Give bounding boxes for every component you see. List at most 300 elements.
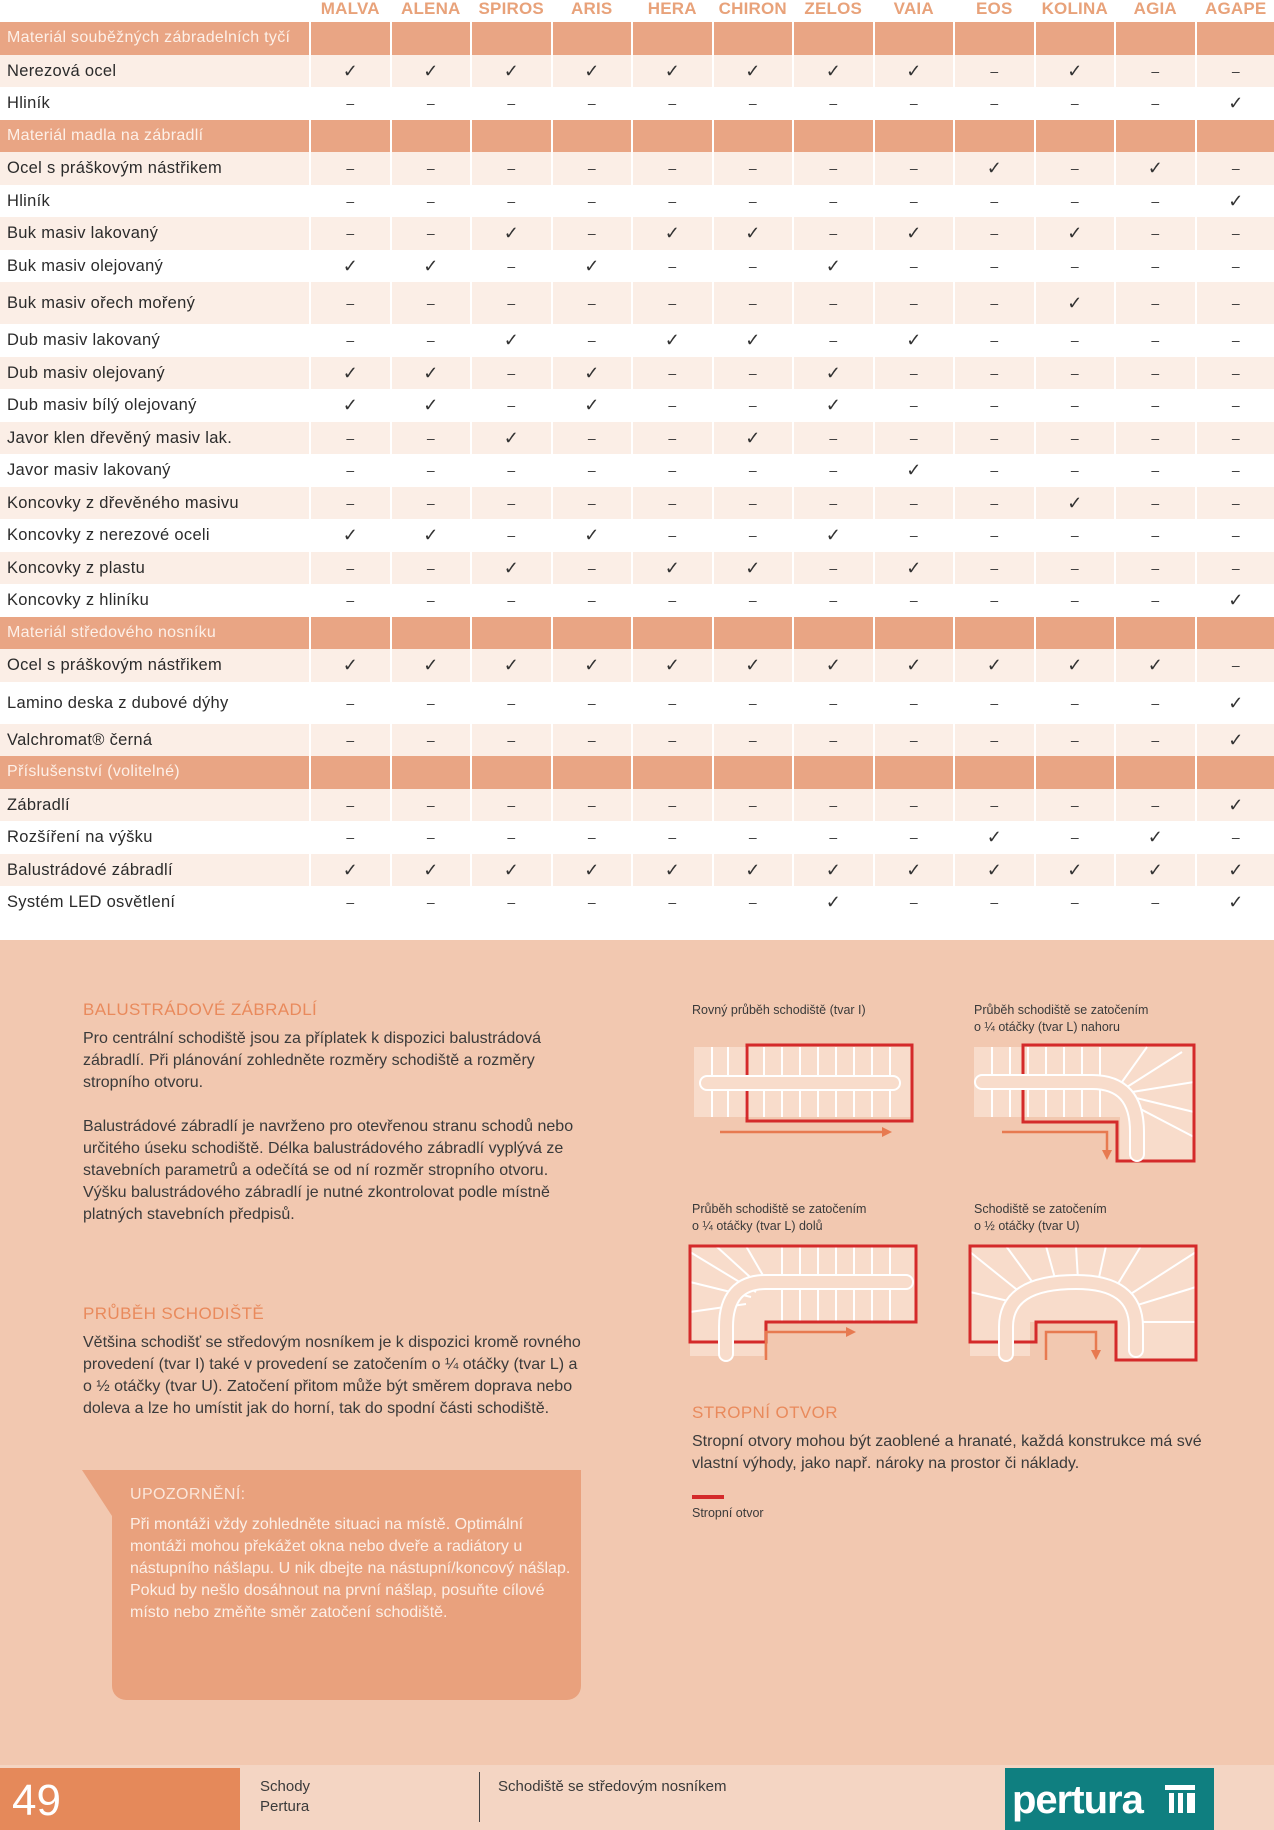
dash-mark: –	[668, 397, 677, 413]
row-label: Koncovky z hliníku	[7, 591, 150, 609]
balustrade-paragraph-2: Balustrádové zábradlí je navrženo pro otevřenou stranu schodů nebo určitého úseku schodiště. Délka balustrádového zábradlí vyplývá ze stavebních parametrů a odečítá se od ní rozměr stropního otvoru. Výšku balustrádového zábradlí je nutné zkontrolovat podle místně platných stavebních předpisů.	[83, 1118, 574, 1223]
dash-mark: –	[748, 527, 757, 543]
page-number: 49	[12, 1776, 61, 1825]
dash-mark: –	[668, 527, 677, 543]
dash-mark: –	[587, 295, 596, 311]
dash-mark: –	[990, 462, 999, 478]
column-divider	[390, 22, 392, 919]
dash-mark: –	[587, 796, 596, 813]
dash-mark: –	[1151, 257, 1160, 274]
check-icon: ✓	[503, 655, 519, 675]
dash-mark: –	[1151, 527, 1160, 543]
row-label: Lamino deska z dubové dýhy	[7, 693, 229, 712]
column-header-agia: AGIA	[1133, 0, 1177, 18]
check-icon: ✓	[423, 362, 439, 383]
check-icon: ✓	[906, 655, 922, 675]
dash-mark: –	[507, 364, 516, 381]
dash-mark: –	[748, 295, 757, 311]
check-icon: ✓	[342, 362, 358, 383]
check-icon: ✓	[503, 427, 519, 448]
column-header-eos: EOS	[975, 0, 1013, 18]
check-icon: ✓	[503, 60, 519, 81]
dash-mark: –	[346, 225, 355, 241]
dash-mark: –	[748, 592, 757, 608]
footer-chapter: Schodiště se středovým nosníkem	[498, 1778, 727, 1795]
row-label: Dub masiv lakovaný	[7, 331, 161, 349]
dash-mark: –	[426, 192, 435, 209]
dash-mark: –	[1070, 364, 1079, 381]
check-icon: ✓	[423, 60, 439, 81]
row-label: Zábradlí	[7, 795, 70, 814]
warning-text: Při montáži vždy zohledněte situaci na místě. Optimální montáži mohou překážet okna nebo dveře a radiátory u nástupního nášlapu. U nik dbejte na nástupní/koncový nášlap. Pokud by nešlo dosáhnout na první nášlap, posuňte cílové místo nebo změňte směr zatočení schodiště.	[130, 1516, 571, 1621]
column-header-kolina: KOLINA	[1041, 0, 1108, 18]
check-icon: ✓	[503, 557, 519, 578]
dash-mark: –	[346, 95, 355, 111]
dash-mark: –	[426, 796, 435, 813]
dash-mark: –	[426, 295, 435, 311]
row-label: Buk masiv lakovaný	[7, 224, 159, 242]
dash-mark: –	[426, 731, 435, 748]
dash-mark: –	[587, 694, 596, 711]
dash-mark: –	[668, 796, 677, 813]
check-icon: ✓	[1147, 859, 1163, 880]
dash-mark: –	[748, 397, 757, 413]
dash-mark: –	[1231, 160, 1240, 176]
dash-mark: –	[748, 894, 757, 910]
dash-mark: –	[909, 429, 918, 446]
check-icon: ✓	[1147, 158, 1163, 178]
check-icon: ✓	[423, 525, 439, 545]
check-icon: ✓	[825, 892, 841, 912]
dash-mark: –	[1231, 527, 1240, 543]
check-icon: ✓	[584, 60, 600, 81]
dash-mark: –	[909, 95, 918, 111]
dash-mark: –	[1070, 95, 1079, 111]
dash-mark: –	[829, 160, 838, 176]
dash-mark: –	[829, 796, 838, 813]
row-label: Rozšíření na výšku	[7, 828, 153, 846]
straight-stair-diagram	[692, 1042, 922, 1144]
dash-mark: –	[829, 559, 838, 576]
check-icon: ✓	[906, 223, 922, 243]
table-row	[0, 55, 1274, 88]
footer-line-1: Schody	[260, 1778, 311, 1795]
table-row	[0, 87, 1274, 120]
dash-mark: –	[426, 559, 435, 576]
dash-mark: –	[990, 796, 999, 813]
column-divider	[792, 22, 794, 919]
dash-mark: –	[1151, 62, 1160, 79]
dash-mark: –	[668, 462, 677, 478]
dash-mark: –	[587, 731, 596, 748]
dash-mark: –	[507, 829, 516, 845]
column-header-malva: MALVA	[320, 0, 380, 18]
check-icon: ✓	[1147, 655, 1163, 675]
dash-mark: –	[1231, 829, 1240, 845]
dash-mark: –	[587, 559, 596, 576]
dash-mark: –	[1231, 225, 1240, 241]
check-icon: ✓	[825, 60, 841, 81]
check-icon: ✓	[825, 395, 841, 415]
dash-mark: –	[668, 694, 677, 711]
warning-title: UPOZORNĚNÍ:	[130, 1486, 246, 1503]
check-icon: ✓	[825, 525, 841, 545]
dash-mark: –	[1231, 62, 1240, 79]
table-row	[0, 152, 1274, 185]
dash-mark: –	[507, 694, 516, 711]
pertura-logo-text: pertura	[1012, 1778, 1143, 1822]
check-icon: ✓	[584, 655, 600, 675]
dash-mark: –	[990, 295, 999, 311]
section-header	[0, 22, 1274, 55]
section-label: Materiál středového nosníku	[7, 623, 217, 641]
check-icon: ✓	[423, 655, 439, 675]
check-icon: ✓	[584, 525, 600, 545]
dash-mark: –	[426, 95, 435, 111]
dash-mark: –	[1070, 257, 1079, 274]
pertura-logo-icon	[1165, 1785, 1201, 1815]
dash-mark: –	[829, 225, 838, 241]
diagram-caption-u-line1: Schodiště se zatočením	[974, 1202, 1107, 1216]
dash-mark: –	[909, 397, 918, 413]
dash-mark: –	[909, 364, 918, 381]
row-label: Dub masiv bílý olejovaný	[7, 396, 197, 414]
dash-mark: –	[990, 429, 999, 446]
diagram-caption-l-down-line1: Průběh schodiště se zatočením	[692, 1202, 867, 1216]
dash-mark: –	[748, 731, 757, 748]
course-text	[83, 1332, 583, 1442]
section-label: Příslušenství (volitelné)	[7, 763, 180, 780]
dash-mark: –	[829, 95, 838, 111]
check-icon: ✓	[745, 859, 761, 880]
dash-mark: –	[1151, 462, 1160, 478]
dash-mark: –	[990, 95, 999, 111]
check-icon: ✓	[503, 859, 519, 880]
column-divider	[551, 22, 553, 919]
row-label: Balustrádové zábradlí	[7, 860, 173, 879]
dash-mark: –	[1231, 257, 1240, 274]
check-icon: ✓	[664, 655, 680, 675]
check-icon: ✓	[986, 827, 1002, 847]
check-icon: ✓	[342, 395, 358, 415]
dash-mark: –	[587, 429, 596, 446]
dash-mark: –	[346, 332, 355, 348]
column-header-spiros: SPIROS	[478, 0, 544, 18]
check-icon: ✓	[1228, 692, 1244, 713]
check-icon: ✓	[342, 60, 358, 81]
table-row	[0, 821, 1274, 854]
dash-mark: –	[426, 160, 435, 176]
check-icon: ✓	[745, 427, 761, 448]
l-down-stair-diagram	[686, 1242, 922, 1364]
dash-mark: –	[346, 829, 355, 845]
dash-mark: –	[426, 429, 435, 446]
check-icon: ✓	[664, 859, 680, 880]
diagram-caption-straight: Rovný průběh schodiště (tvar I)	[692, 1003, 866, 1017]
dash-mark: –	[1151, 429, 1160, 446]
diagram-caption-u	[974, 1201, 1107, 1235]
dash-mark: –	[346, 494, 355, 511]
dash-mark: –	[587, 894, 596, 910]
check-icon: ✓	[584, 395, 600, 415]
dash-mark: –	[668, 295, 677, 311]
check-icon: ✓	[342, 525, 358, 545]
dash-mark: –	[426, 894, 435, 910]
dash-mark: –	[1231, 559, 1240, 576]
column-header-vaia: VAIA	[893, 0, 934, 18]
dash-mark: –	[346, 796, 355, 813]
column-divider	[1114, 22, 1116, 919]
dash-mark: –	[1231, 397, 1240, 413]
table-row	[0, 854, 1274, 887]
dash-mark: –	[829, 462, 838, 478]
dash-mark: –	[990, 894, 999, 910]
check-icon: ✓	[986, 859, 1002, 880]
dash-mark: –	[587, 160, 596, 176]
dash-mark: –	[829, 592, 838, 608]
column-header-chiron: CHIRON	[718, 0, 787, 18]
dash-mark: –	[1231, 332, 1240, 348]
dash-mark: –	[668, 257, 677, 274]
dash-mark: –	[668, 429, 677, 446]
dash-mark: –	[990, 731, 999, 748]
row-label: Buk masiv ořech mořený	[7, 294, 196, 312]
diagram-caption-l-down-line2: o ¼ otáčky (tvar L) dolů	[692, 1219, 823, 1233]
table-row	[0, 454, 1274, 487]
dash-mark: –	[507, 192, 516, 209]
dash-mark: –	[346, 160, 355, 176]
column-divider	[631, 22, 633, 919]
dash-mark: –	[587, 462, 596, 478]
check-icon: ✓	[584, 255, 600, 276]
check-icon: ✓	[664, 557, 680, 578]
ceiling-legend-swatch	[692, 1495, 724, 1499]
dash-mark: –	[346, 694, 355, 711]
dash-mark: –	[587, 95, 596, 111]
check-icon: ✓	[342, 255, 358, 276]
dash-mark: –	[1151, 494, 1160, 511]
row-label: Ocel s práškovým nástřikem	[7, 159, 223, 177]
dash-mark: –	[909, 192, 918, 209]
dash-mark: –	[346, 894, 355, 910]
dash-mark: –	[507, 295, 516, 311]
dash-mark: –	[668, 95, 677, 111]
check-icon: ✓	[1228, 892, 1244, 912]
dash-mark: –	[346, 731, 355, 748]
dash-mark: –	[990, 592, 999, 608]
warning-box-tab	[82, 1470, 112, 1516]
check-icon: ✓	[584, 859, 600, 880]
dash-mark: –	[426, 332, 435, 348]
dash-mark: –	[990, 397, 999, 413]
dash-mark: –	[1231, 657, 1240, 673]
dash-mark: –	[668, 192, 677, 209]
check-icon: ✓	[986, 655, 1002, 675]
dash-mark: –	[748, 829, 757, 845]
dash-mark: –	[990, 694, 999, 711]
dash-mark: –	[990, 257, 999, 274]
dash-mark: –	[507, 257, 516, 274]
table-row	[0, 552, 1274, 585]
dash-mark: –	[1151, 95, 1160, 111]
check-icon: ✓	[745, 330, 761, 350]
table-row	[0, 487, 1274, 520]
dash-mark: –	[426, 225, 435, 241]
diagram-caption-l-down	[692, 1201, 866, 1235]
section-header	[0, 756, 1274, 789]
table-row	[0, 724, 1274, 757]
dash-mark: –	[507, 494, 516, 511]
dash-mark: –	[668, 894, 677, 910]
dash-mark: –	[909, 257, 918, 274]
column-divider	[1034, 22, 1036, 919]
dash-mark: –	[346, 592, 355, 608]
row-label: Hliník	[7, 94, 51, 112]
check-icon: ✓	[664, 330, 680, 350]
dash-mark: –	[829, 731, 838, 748]
check-icon: ✓	[423, 859, 439, 880]
column-header-zelos: ZELOS	[804, 0, 863, 18]
section-header	[0, 617, 1274, 650]
check-icon: ✓	[1228, 729, 1244, 750]
check-icon: ✓	[1067, 655, 1083, 675]
check-icon: ✓	[906, 330, 922, 350]
dash-mark: –	[1231, 429, 1240, 446]
row-label: Hliník	[7, 191, 51, 210]
row-label: Nerezová ocel	[7, 61, 117, 80]
section-label: Materiál madla na zábradlí	[7, 126, 204, 144]
dash-mark: –	[1070, 160, 1079, 176]
dash-mark: –	[748, 257, 757, 274]
footer-line-2: Pertura	[260, 1798, 310, 1815]
check-icon: ✓	[423, 395, 439, 415]
dash-mark: –	[990, 225, 999, 241]
row-label: Javor masiv lakovaný	[7, 461, 171, 479]
dash-mark: –	[990, 494, 999, 511]
dash-mark: –	[748, 160, 757, 176]
dash-mark: –	[829, 694, 838, 711]
table-row	[0, 324, 1274, 357]
balustrade-title: BALUSTRÁDOVÉ ZÁBRADLÍ	[83, 1000, 318, 1019]
table-row	[0, 217, 1274, 250]
dash-mark: –	[1070, 527, 1079, 543]
check-icon: ✓	[1228, 190, 1244, 211]
check-icon: ✓	[503, 330, 519, 350]
table-row	[0, 682, 1274, 724]
check-icon: ✓	[906, 460, 922, 480]
dash-mark: –	[507, 95, 516, 111]
dash-mark: –	[909, 731, 918, 748]
check-icon: ✓	[825, 255, 841, 276]
check-icon: ✓	[1067, 492, 1083, 513]
table-row	[0, 886, 1274, 919]
dash-mark: –	[990, 192, 999, 209]
column-divider	[873, 22, 875, 919]
diagram-caption-l-up-line2: o ¼ otáčky (tvar L) nahoru	[974, 1020, 1120, 1034]
row-label: Dub masiv olejovaný	[7, 363, 165, 382]
diagram-caption-u-line2: o ½ otáčky (tvar U)	[974, 1219, 1080, 1233]
dash-mark: –	[346, 462, 355, 478]
check-icon: ✓	[1067, 859, 1083, 880]
dash-mark: –	[1070, 192, 1079, 209]
dash-mark: –	[1231, 462, 1240, 478]
table-row	[0, 519, 1274, 552]
check-icon: ✓	[664, 60, 680, 81]
table-row	[0, 789, 1274, 822]
row-label: Koncovky z plastu	[7, 558, 146, 577]
check-icon: ✓	[1228, 859, 1244, 880]
dash-mark: –	[1070, 592, 1079, 608]
check-icon: ✓	[906, 557, 922, 578]
dash-mark: –	[1231, 364, 1240, 381]
table-row	[0, 250, 1274, 283]
column-header-hera: HERA	[647, 0, 697, 18]
dash-mark: –	[1070, 397, 1079, 413]
dash-mark: –	[909, 527, 918, 543]
table-row	[0, 422, 1274, 455]
dash-mark: –	[748, 364, 757, 381]
dash-mark: –	[426, 829, 435, 845]
dash-mark: –	[426, 462, 435, 478]
dash-mark: –	[1151, 295, 1160, 311]
dash-mark: –	[748, 192, 757, 209]
table-row	[0, 185, 1274, 218]
table-row	[0, 282, 1274, 324]
dash-mark: –	[587, 192, 596, 209]
ceiling-legend-label: Stropní otvor	[692, 1506, 764, 1520]
dash-mark: –	[909, 160, 918, 176]
footer-separator	[479, 1772, 480, 1822]
dash-mark: –	[909, 894, 918, 910]
check-icon: ✓	[1228, 93, 1244, 113]
check-icon: ✓	[1067, 293, 1083, 313]
diagram-caption-l-up	[974, 1002, 1148, 1036]
dash-mark: –	[346, 192, 355, 209]
dash-mark: –	[1151, 894, 1160, 910]
dash-mark: –	[1151, 731, 1160, 748]
dash-mark: –	[507, 894, 516, 910]
check-icon: ✓	[1228, 794, 1244, 815]
dash-mark: –	[990, 559, 999, 576]
dash-mark: –	[668, 829, 677, 845]
dash-mark: –	[507, 462, 516, 478]
check-icon: ✓	[503, 223, 519, 243]
dash-mark: –	[507, 731, 516, 748]
column-divider	[470, 22, 472, 919]
check-icon: ✓	[825, 362, 841, 383]
check-icon: ✓	[584, 362, 600, 383]
dash-mark: –	[587, 332, 596, 348]
dash-mark: –	[990, 527, 999, 543]
column-divider	[953, 22, 955, 919]
u-stair-diagram	[966, 1242, 1202, 1364]
dash-mark: –	[1151, 225, 1160, 241]
row-label: Javor klen dřevěný masiv lak.	[7, 428, 233, 447]
dash-mark: –	[587, 494, 596, 511]
column-header-aris: ARIS	[571, 0, 613, 18]
dash-mark: –	[909, 796, 918, 813]
check-icon: ✓	[906, 60, 922, 81]
dash-mark: –	[507, 592, 516, 608]
check-icon: ✓	[342, 859, 358, 880]
row-label: Valchromat® černá	[7, 730, 153, 749]
dash-mark: –	[1151, 694, 1160, 711]
dash-mark: –	[829, 295, 838, 311]
ceiling-title: STROPNÍ OTVOR	[692, 1403, 838, 1422]
dash-mark: –	[990, 332, 999, 348]
row-label: Buk masiv olejovaný	[7, 256, 164, 275]
balustrade-paragraph-1: Pro centrální schodiště jsou za příplatek k dispozici balustrádová zábradlí. Při plánování zohledněte rozměry schodiště a rozměry stropního otvoru.	[83, 1030, 542, 1091]
